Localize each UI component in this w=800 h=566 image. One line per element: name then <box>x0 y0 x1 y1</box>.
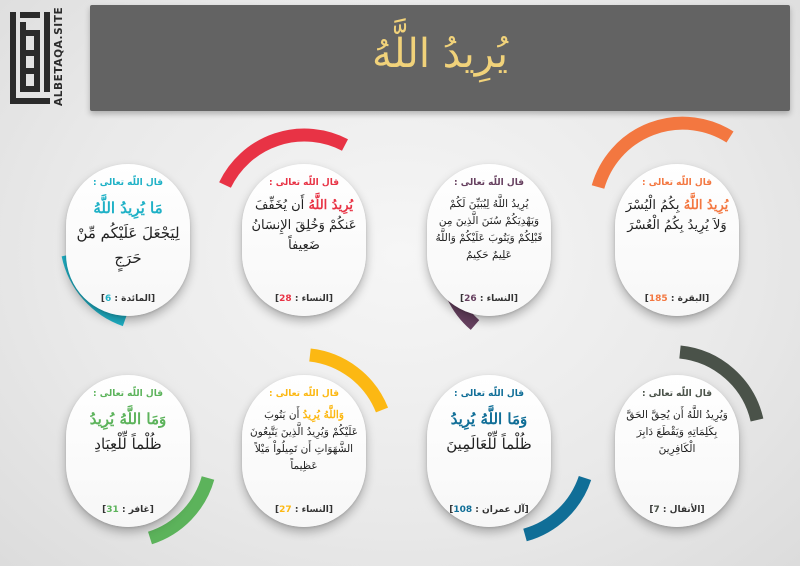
card-heading: قال اللّه تعالى : <box>92 389 163 399</box>
ayah-number: 26 <box>464 294 477 304</box>
verse-highlight: وَمَا اللَّهُ يُرِيدُ <box>450 410 528 428</box>
surah-name: النساء <box>301 505 329 515</box>
verse-text <box>435 407 543 457</box>
surah-name: غافر <box>128 505 150 515</box>
card-heading: قال اللّه تعالى : <box>92 178 163 188</box>
verse-text <box>74 407 182 457</box>
verse-rest: وَيُرِيدُ اللَّهُ أَن يُحِقَّ الحَقَّ بِكَلِمَاتِهِ وَيَقْطَعَ دَابِرَ الْكَافِرِينَ <box>626 409 728 455</box>
verse-card-ghafir <box>66 375 190 527</box>
verse-card-baqarah <box>615 164 739 316</box>
verse-highlight: وَمَا اللَّهُ يُرِيدُ <box>89 410 167 428</box>
verse-rest: بِكُمُ الْيُسْرَ وَلاَ يُرِيدُ بِكُمُ الْعُسْرَ <box>625 198 727 233</box>
ayah-number: 108 <box>453 505 473 515</box>
verse-rest: يُرِيدُ اللَّهُ لِيُبَيِّنَ لَكُمْ وَيَهْدِيَكُمْ سُنَنَ الَّذِينَ مِن قَبْلِكُمْ وَيَتُوبَ عَلَيْكُمْ وَاللَّهُ عَلِيمٌ حَكِيمٌ <box>435 198 543 261</box>
ayah-number: 31 <box>106 505 119 515</box>
banner-title: يُرِيدُ اللَّهُ <box>371 31 509 77</box>
verse-card-anfal <box>615 375 739 527</box>
card-heading: قال اللّه تعالى : <box>268 389 339 399</box>
verse-text <box>435 196 543 264</box>
verse-rest: أَن يَتُوبَ عَلَيْكُمْ وَيُرِيدُ الَّذِينَ يَتَّبِعُونَ الشَّهَوَاتِ أَن تَمِيلُواْ مَيْلاً عَظِيماً <box>250 409 358 472</box>
verse-text <box>250 407 358 475</box>
verse-card-nisa-26 <box>427 164 551 316</box>
verse-reference: [النساء : 26] <box>460 294 518 304</box>
verse-card-maidah <box>66 164 190 316</box>
card-heading: قال اللّه تعالى : <box>453 178 524 188</box>
verse-rest: لِيَجْعَلَ عَلَيْكُم مِّنْ حَرَجٍ <box>76 224 180 267</box>
verse-rest: أَن يُخَفِّفَ عَنكُمْ وَخُلِقَ الإِنسَانُ ضَعِيفاً <box>251 198 357 253</box>
card-heading: قال اللّه تعالى : <box>268 178 339 188</box>
verse-text <box>623 196 731 236</box>
surah-name: آل عمران <box>482 505 525 515</box>
verse-reference: [آل عمران : 108] <box>449 505 529 515</box>
ayah-number: 7 <box>653 505 660 515</box>
verse-card-al-imran <box>427 375 551 527</box>
verse-reference: [الأنفال : 7] <box>649 505 705 515</box>
surah-name: البقرة <box>677 294 706 304</box>
ayah-number: 185 <box>648 294 668 304</box>
verse-card-nisa-27 <box>242 375 366 527</box>
verse-card-nisa-28 <box>242 164 366 316</box>
verse-reference: [النساء : 28] <box>275 294 333 304</box>
site-name: ALBETAQA.SITE <box>53 6 65 106</box>
verse-highlight: يُرِيدُ اللَّهُ <box>308 198 354 213</box>
surah-name: النساء <box>301 294 329 304</box>
verse-highlight: يُرِيدُ اللَّهُ <box>683 198 729 213</box>
verse-highlight: وَاللَّهُ يُرِيدُ <box>302 409 344 421</box>
card-heading: قال اللّه تعالى : <box>453 389 524 399</box>
ayah-number: 6 <box>105 294 112 304</box>
verse-reference: [النساء : 27] <box>275 505 333 515</box>
surah-name: النساء <box>486 294 514 304</box>
verse-reference: [غافر : 31] <box>102 505 154 515</box>
verse-text <box>623 407 731 458</box>
verse-text <box>250 196 358 256</box>
verse-reference: [المائدة : 6] <box>100 294 156 304</box>
ayah-number: 27 <box>279 505 292 515</box>
verse-text <box>74 196 182 271</box>
card-heading: قال اللّه تعالى : <box>641 178 712 188</box>
verse-rest: ظُلْماً لِّلْعَالَمِينَ <box>446 435 532 453</box>
verse-reference: [البقرة : 185] <box>644 294 710 304</box>
verse-highlight: مَا يُرِيدُ اللَّهُ <box>93 199 163 217</box>
card-heading: قال اللّه تعالى : <box>641 389 712 399</box>
surah-name: الأنفال <box>669 505 701 515</box>
surah-name: المائدة <box>121 294 151 304</box>
verse-rest: ظُلْماً لِّلْعِبَادِ <box>94 435 162 453</box>
ayah-number: 28 <box>279 294 292 304</box>
